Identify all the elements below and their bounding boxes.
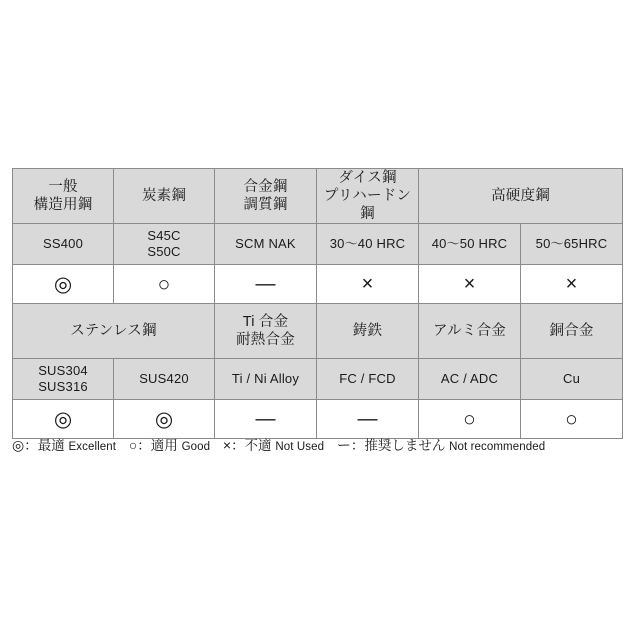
header-cell-cast-iron: [317, 304, 419, 359]
subheader-line1: 50〜65HRC: [535, 236, 608, 252]
subheader-cell-sus420: [114, 359, 215, 400]
legend-label-ja: ：不適: [231, 438, 272, 453]
subheader-cell-sus304-sus316: [13, 359, 114, 400]
rating-cell-ac-adc: [419, 400, 521, 439]
subheader-line1: Ti / Ni Alloy: [231, 371, 300, 387]
header-cell-carbon-steel: [114, 169, 215, 224]
rating-cell-30-40-hrc: [317, 265, 419, 304]
rating-cell-scm-nak: [215, 265, 317, 304]
legend-symbol: ー: [336, 437, 351, 453]
header-line1: 合金鋼: [243, 179, 288, 196]
header-line2: 構造用鋼: [33, 197, 93, 214]
subheader-line1: S45C: [147, 228, 181, 244]
rating-symbol: ◎: [53, 272, 73, 296]
subheader-line1: SCM NAK: [235, 236, 296, 252]
subheader-line2: SUS316: [38, 379, 88, 395]
header-cell-aluminum-alloy: [419, 304, 521, 359]
header-line2: 調質鋼: [243, 197, 288, 214]
header-cell-general-structural: [13, 169, 114, 224]
header-line2: プリハードン鋼: [323, 188, 412, 223]
rating-cell-s45c-s50c: [114, 265, 215, 304]
header-line1: Ti 合金: [242, 314, 289, 331]
subheader-line1: Cu: [562, 371, 581, 387]
legend: [12, 436, 622, 456]
legend-label-ja: ：推奨しません: [350, 438, 446, 453]
header-cell-high-hardness-steel: [419, 169, 623, 224]
table-row-header-1: [13, 169, 623, 224]
legend-label-en: Good: [181, 441, 211, 453]
subheader-line1: SUS304: [38, 363, 88, 379]
subheader-cell-fc-fcd: [317, 359, 419, 400]
header-line1: アルミ合金: [433, 323, 506, 340]
header-cell-stainless-steel: [13, 304, 215, 359]
rating-symbol: ◎: [154, 407, 174, 431]
rating-symbol: ○: [565, 407, 578, 431]
rating-cell-fc-fcd: [317, 400, 419, 439]
header-cell-die-steel: [317, 169, 419, 224]
header-line1: ステンレス鋼: [70, 323, 157, 340]
legend-label-ja: ：最適: [24, 438, 65, 453]
legend-item-good: [129, 438, 210, 453]
subheader-line1: FC / FCD: [339, 371, 396, 387]
subheader-cell-cu: [521, 359, 623, 400]
table-row-marks-2: [13, 400, 623, 439]
header-line1: 高硬度鋼: [491, 188, 550, 205]
subheader-cell-s45c-s50c: [114, 224, 215, 265]
legend-label-en: Not recommended: [449, 441, 546, 453]
rating-symbol: ×: [463, 273, 476, 296]
subheader-line1: 40〜50 HRC: [431, 236, 508, 252]
header-line1: ダイス鋼: [338, 170, 397, 186]
header-line1: 炭素鋼: [141, 188, 187, 205]
legend-symbol: ◎: [12, 437, 25, 453]
rating-symbol: ◎: [53, 407, 73, 431]
legend-item-not-recommended: [337, 438, 545, 453]
subheader-cell-30-40-hrc: [317, 224, 419, 265]
header-cell-copper-alloy: [521, 304, 623, 359]
subheader-cell-ti-ni-alloy: [215, 359, 317, 400]
rating-cell-ti-ni-alloy: [215, 400, 317, 439]
header-cell-ti-alloy: [215, 304, 317, 359]
header-line2: 耐熱合金: [236, 332, 295, 349]
legend-label-en: Not Used: [275, 441, 325, 453]
subheader-line1: SUS420: [139, 371, 189, 387]
rating-symbol: —: [255, 408, 276, 431]
rating-symbol: ×: [565, 273, 578, 296]
subheader-cell-ss400: [13, 224, 114, 265]
rating-symbol: —: [357, 408, 378, 431]
subheader-cell-ac-adc: [419, 359, 521, 400]
header-line1: 銅合金: [549, 323, 594, 340]
legend-symbol: ×: [222, 437, 232, 453]
rating-cell-50-65-hrc: [521, 265, 623, 304]
header-line1: 鋳鉄: [352, 323, 383, 340]
subheader-line2: S50C: [147, 244, 181, 260]
subheader-line1: SS400: [42, 236, 84, 252]
subheader-cell-40-50-hrc: [419, 224, 521, 265]
legend-item-excellent: [12, 438, 116, 453]
header-cell-alloy-steel: [215, 169, 317, 224]
subheader-cell-scm-nak: [215, 224, 317, 265]
legend-item-not-used: [223, 438, 324, 453]
rating-symbol: —: [255, 273, 276, 296]
material-compatibility-table: [12, 168, 622, 439]
header-line1: 一般: [48, 179, 78, 196]
table-row-marks-1: [13, 265, 623, 304]
rating-cell-cu: [521, 400, 623, 439]
matrix-table: [12, 168, 623, 439]
subheader-line1: AC / ADC: [440, 371, 499, 387]
legend-symbol: ○: [128, 437, 138, 453]
rating-symbol: ×: [361, 273, 374, 296]
table-row-header-2: [13, 304, 623, 359]
rating-symbol: ○: [463, 407, 476, 431]
legend-label-ja: ：適用: [137, 438, 178, 453]
rating-cell-sus304-sus316: [13, 400, 114, 439]
rating-cell-ss400: [13, 265, 114, 304]
rating-symbol: ○: [157, 272, 171, 296]
legend-label-en: Excellent: [68, 441, 117, 453]
rating-cell-40-50-hrc: [419, 265, 521, 304]
table-row-subheader-2: [13, 359, 623, 400]
subheader-line1: 30〜40 HRC: [329, 236, 406, 252]
subheader-cell-50-65-hrc: [521, 224, 623, 265]
rating-cell-sus420: [114, 400, 215, 439]
table-row-subheader-1: [13, 224, 623, 265]
